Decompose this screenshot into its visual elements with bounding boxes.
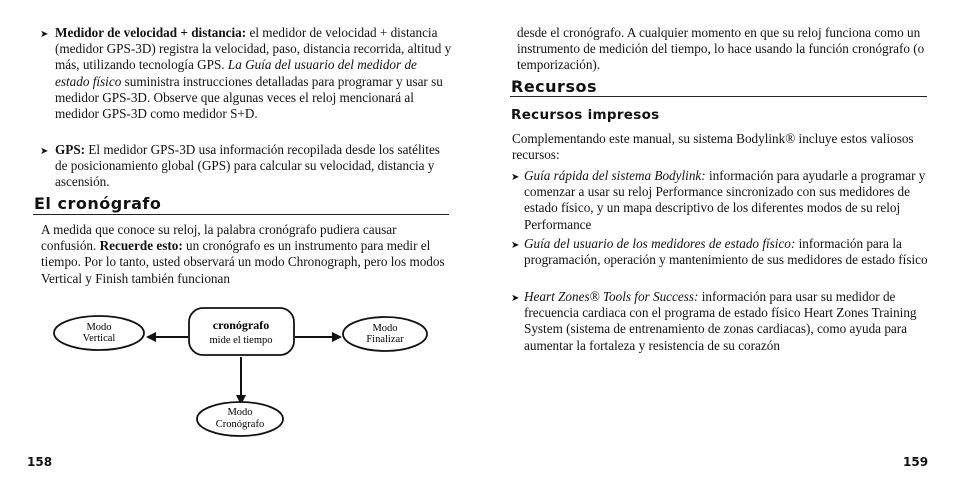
section-heading: El cronógrafo: [34, 194, 162, 213]
bullet-text-cont: suministra instrucciones detalladas para programar y usar su medidor GPS-3D. Observe que algunas veces el reloj mencionará al medidor GPS-3D como medidor S+D.: [55, 73, 443, 122]
resource-desc: información para ayudarle a programar y comenzar a usar su reloj Performance sincronizado con sus medidores de estado físico, y un mapa descriptivo de los diferentes modos de su reloj Performance: [524, 168, 926, 232]
resource-item: [524, 289, 929, 354]
bullet-arrow-icon: ➤: [511, 293, 520, 304]
section-heading: Recursos: [511, 77, 597, 96]
resource-desc: información para usar su medidor de frecuencia cardiaca con el programa de estado físico Heart Zones Training System (sistema de entrenamiento de zonas cardiacas), como ayuda para aumentar la fortaleza y resistencia de su corazón: [524, 289, 917, 353]
resource-item: [524, 236, 929, 268]
para-text: A medida que conoce su reloj, la palabra cronógrafo pudiera causar confusión.: [41, 222, 397, 254]
chronograph-node-title: cronógrafo: [212, 318, 270, 332]
chronograph-paragraph: [41, 222, 453, 287]
resource-desc: información para la programación, operación y mantenimiento de sus medidores de estado físico: [524, 236, 928, 268]
page-number: 159: [903, 455, 929, 469]
resource-title: Guía rápida del sistema Bodylink:: [524, 168, 706, 183]
page-number: 158: [27, 455, 53, 469]
vertical-mode-label-2: Vertical: [82, 333, 116, 344]
bullet-arrow-icon: ➤: [511, 240, 520, 251]
heading-rule: [510, 96, 927, 97]
bullet-term: Medidor de velocidad + distancia:: [55, 25, 247, 40]
chronograph-node-subtitle: mide el tiempo: [209, 335, 273, 346]
bullet-arrow-icon: ➤: [40, 146, 49, 157]
subsection-heading: Recursos impresos: [511, 107, 660, 123]
resource-item: [524, 168, 929, 233]
bullet-guide-title: La Guía del usuario del medidor de estado físico: [55, 57, 417, 89]
resource-title: Guía del usuario de los medidores de estado físico:: [524, 236, 796, 251]
bullet-text: el medidor de velocidad + distancia (medidor GPS-3D) registra la velocidad, paso, distancia recorrida, altitud y más, utilizando tecnología GPS.: [55, 25, 452, 73]
bullet-arrow-icon: ➤: [40, 29, 49, 40]
gps-bullet: [55, 142, 453, 191]
finish-mode-label-2: Finalizar: [366, 334, 404, 345]
resources-intro: Complementando este manual, su sistema Bodylink® incluye estos valiosos recursos:: [512, 131, 914, 163]
chronograph-mode-label-1: Modo: [227, 407, 253, 418]
bullet-text: El medidor GPS-3D usa información recopilada desde los satélites de posicionamiento global (GPS) para calcular su velocidad, distancia y ascensión.: [55, 142, 440, 190]
bullet-arrow-icon: ➤: [511, 172, 520, 183]
bullet-term: GPS:: [55, 142, 86, 157]
chronograph-diagram: [0, 295, 477, 445]
resource-title: Heart Zones® Tools for Success:: [524, 289, 699, 304]
para-emphasis: Recuerde esto:: [99, 238, 183, 254]
vertical-mode-label-1: Modo: [86, 322, 112, 333]
heading-rule: [33, 214, 449, 215]
gps-speed-distance-bullet: [55, 25, 453, 122]
para-text-cont: un cronógrafo es un instrumento para medir el tiempo. Por lo tanto, usted observará un modo Chronograph, pero los modos Vertical y Finish también funcionan: [41, 238, 445, 286]
continued-paragraph: desde el cronógrafo. A cualquier momento en que su reloj funciona como un instrumento de medición del tiempo, lo hace usando la función cronógrafo (o temporización).: [517, 25, 925, 73]
finish-mode-label-1: Modo: [372, 323, 398, 334]
chronograph-mode-label-2: Cronógrafo: [215, 419, 265, 430]
